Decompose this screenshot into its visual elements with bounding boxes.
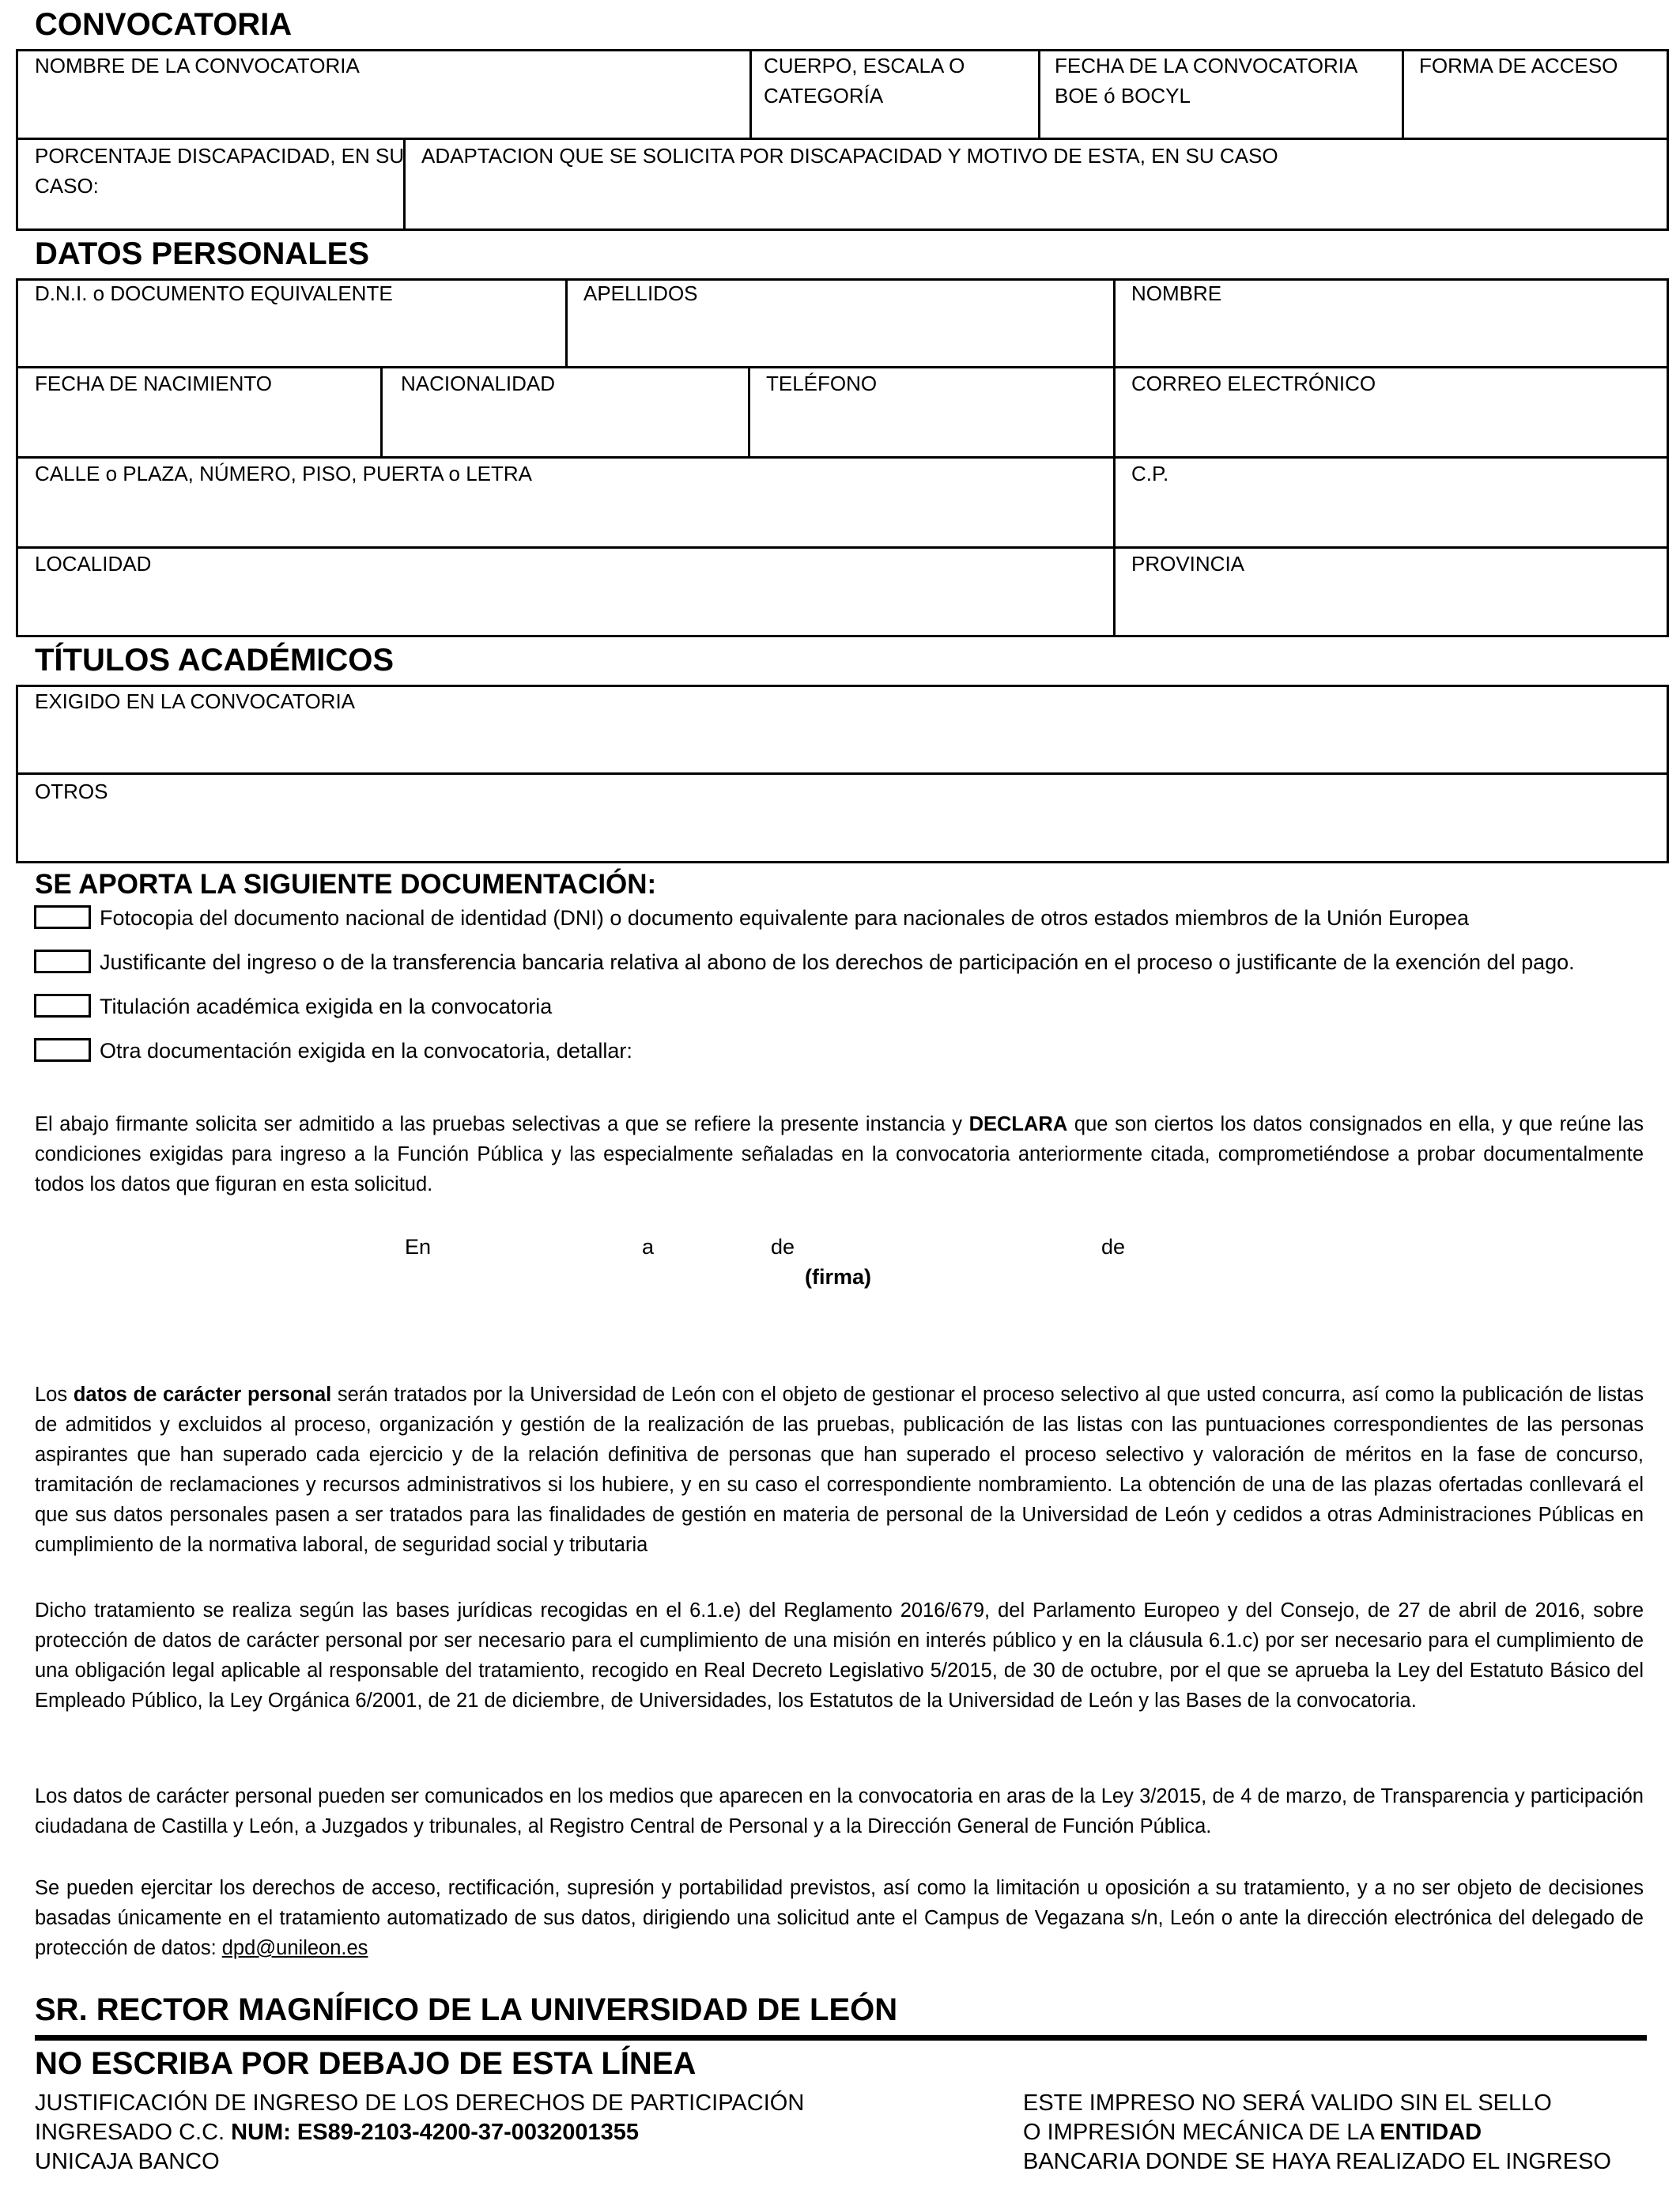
checkbox-dni[interactable] [34, 905, 91, 929]
declaracion-text [35, 1109, 1644, 1199]
doc-item-justificante: Justificante del ingreso o de la transferencia bancaria relativa al abono de los derechos de participación en el proceso o justificante de la exención del pago. [100, 950, 1575, 974]
field-correo[interactable]: CORREO ELECTRÓNICO [1131, 372, 1376, 395]
divider [380, 366, 383, 458]
declaracion-pre: El abajo firmante solicita ser admitido a las pruebas selectivas a que se refiere la presente instancia y [35, 1113, 969, 1135]
firma-de-1: de [771, 1235, 795, 1259]
convocatoria-heading: CONVOCATORIA [35, 7, 293, 42]
field-titulo-exigido[interactable]: EXIGIDO EN LA CONVOCATORIA [35, 689, 356, 713]
p4-text: Se pueden ejercitar los derechos de acceso, rectificación, supresión y portabilidad previstos, así como la limitación u oposición a su tratamiento, y a no ser objeto de decisiones basadas únicamente en el tratamiento automatizado de sus datos, dirigiendo una solicitud ante el Campus de Vegazana s/n, León o ante la dirección electrónica del delegado de protección de datos: [35, 1877, 1644, 1959]
divider [748, 366, 750, 458]
divider [16, 772, 1669, 775]
p1-pre: Los [35, 1384, 74, 1406]
doc-item-dni: Fotocopia del documento nacional de identidad (DNI) o documento equivalente para nacionales de otros estados miembros de la Unión Europea [100, 906, 1470, 930]
proteccion-p4 [35, 1873, 1644, 1963]
field-provincia[interactable]: PROVINCIA [1131, 552, 1245, 576]
field-fecha-nacimiento[interactable]: FECHA DE NACIMIENTO [35, 372, 273, 395]
label-line: CASO: [35, 174, 99, 198]
field-nacionalidad[interactable]: NACIONALIDAD [401, 372, 556, 395]
field-cp[interactable]: C.P. [1131, 462, 1169, 485]
field-fecha-convocatoria[interactable] [1055, 51, 1357, 111]
doc-item-otra: Otra documentación exigida en la convocatoria, detallar: [100, 1039, 632, 1063]
no-escriba-heading: NO ESCRIBA POR DEBAJO DE ESTA LÍNEA [35, 2046, 697, 2081]
label-line: FECHA DE LA CONVOCATORIA [1055, 54, 1358, 77]
checkbox-otra[interactable] [34, 1038, 91, 1062]
checkbox-titulacion[interactable] [34, 994, 91, 1018]
footer-right-2-pre: O IMPRESIÓN MECÁNICA DE LA [1023, 2120, 1380, 2145]
declaracion-bold: DECLARA [968, 1113, 1068, 1135]
footer-left-3: UNICAJA BANCO [35, 2149, 220, 2174]
field-nombre-convocatoria[interactable]: NOMBRE DE LA CONVOCATORIA [35, 54, 360, 77]
divider [1113, 366, 1116, 458]
label-line: CUERPO, ESCALA O [764, 54, 965, 77]
field-forma-acceso[interactable]: FORMA DE ACCESO [1419, 54, 1618, 77]
label-line: CATEGORÍA [764, 84, 884, 108]
field-calle[interactable]: CALLE o PLAZA, NÚMERO, PISO, PUERTA o LETRA [35, 462, 533, 485]
footer-left-2 [35, 2118, 639, 2147]
footer-entidad: ENTIDAD [1380, 2120, 1482, 2145]
divider [1038, 49, 1040, 139]
label-line: BOE ó BOCYL [1055, 84, 1191, 108]
field-porcentaje-discapacidad[interactable] [35, 141, 404, 201]
divider [16, 546, 1669, 549]
divider [16, 138, 1669, 140]
declaracion-post: que son ciertos los datos consignados en ella, y que reúne las condiciones exigidas para ingreso a la Función Pública y las especialmente señaladas en la convocatoria anteriormente citada, comprometiéndose a probar documentalmente todos los datos que figuran en esta solicitud. [35, 1113, 1644, 1195]
checkbox-justificante[interactable] [34, 950, 91, 973]
field-telefono[interactable]: TELÉFONO [766, 372, 878, 395]
separator-line [35, 2035, 1647, 2041]
field-cuerpo[interactable] [764, 51, 965, 111]
p1-bold: datos de carácter personal [73, 1384, 332, 1406]
firma-label: (firma) [805, 1265, 872, 1289]
proteccion-p3: Los datos de carácter personal pueden ser comunicados en los medios que aparecen en la convocatoria en aras de la Ley 3/2015, de 4 de marzo, de Transparencia y participación ciudadana de Castilla y León, a Juzgados y tribunales, al Registro Central de Personal y a la Dirección General de Función Pública. [35, 1785, 1644, 1837]
divider [565, 278, 568, 368]
proteccion-p1 [35, 1380, 1644, 1560]
footer-left-2-pre: INGRESADO C.C. [35, 2120, 232, 2145]
firma-a: a [642, 1235, 655, 1259]
footer-left-1: JUSTIFICACIÓN DE INGRESO DE LOS DERECHOS DE PARTICIPACIÓN [35, 2090, 805, 2116]
field-localidad[interactable]: LOCALIDAD [35, 552, 152, 576]
footer-right-3: BANCARIA DONDE SE HAYA REALIZADO EL INGRESO [1023, 2149, 1611, 2174]
footer-right-2 [1023, 2118, 1482, 2147]
p1-post: serán tratados por la Universidad de León con el objeto de gestionar el proceso selectivo al que usted concurra, así como la publicación de listas de admitidos y excluidos al proceso, organización y gestión de la realización de las pruebas, publicación de las listas con las puntuaciones correspondientes de las personas aspirantes que han superado cada ejercicio y de la relación definitiva de personas que han superado el proceso selectivo y valoración de méritos en la fase de concurso, tramitación de reclamaciones y recursos administrativos si los hubiere, y en su caso el correspondiente nombramiento. La obtención de una de las plazas ofertadas conllevará el que sus datos personales pasen a ser tratados para las finalidades de gestión en materia de personal de la Universidad de León y cedidos a otras Administraciones Públicas en cumplimiento de la normativa laboral, de seguridad social y tributaria [35, 1384, 1644, 1556]
firma-de-2: de [1101, 1235, 1126, 1259]
doc-item-titulacion: Titulación académica exigida en la convocatoria [100, 995, 553, 1018]
divider [1402, 49, 1404, 139]
titulos-heading: TÍTULOS ACADÉMICOS [35, 643, 395, 678]
divider [1113, 456, 1116, 637]
field-dni[interactable]: D.N.I. o DOCUMENTO EQUIVALENTE [35, 281, 393, 305]
email-link[interactable]: dpd@unileon.es [221, 1937, 368, 1959]
field-adaptacion[interactable]: ADAPTACION QUE SE SOLICITA POR DISCAPACIDAD Y MOTIVO DE ESTA, EN SU CASO [421, 144, 1278, 168]
divider [1113, 278, 1116, 368]
footer-right-1: ESTE IMPRESO NO SERÁ VALIDO SIN EL SELLO [1023, 2090, 1552, 2116]
proteccion-p2: Dicho tratamiento se realiza según las bases jurídicas recogidas en el 6.1.e) del Reglamento 2016/679, del Parlamento Europeo y del Consejo, de 27 de abril de 2016, sobre protección de datos de carácter personal por ser necesario para el cumplimiento de una misión en interés público y en la cláusula 6.1.c) por ser necesario para el cumplimiento de una obligación legal aplicable al responsable del tratamiento, recogido en Real Decreto Legislativo 5/2015, de 30 de octubre, por el que se aprueba la Ley del Estatuto Básico del Empleado Público, la Ley Orgánica 6/2001, de 21 de diciembre, de Universidades, los Estatutos de la Universidad de León y las Bases de la convocatoria. [35, 1599, 1644, 1712]
firma-en: En [405, 1235, 432, 1259]
field-titulo-otros[interactable]: OTROS [35, 780, 108, 803]
rector-heading: SR. RECTOR MAGNÍFICO DE LA UNIVERSIDAD DE LEÓN [35, 1992, 898, 2027]
datos-personales-heading: DATOS PERSONALES [35, 236, 370, 271]
divider [749, 49, 752, 139]
footer-account-number: NUM: ES89-2103-4200-37-0032001355 [231, 2120, 640, 2145]
field-nombre[interactable]: NOMBRE [1131, 281, 1222, 305]
documentacion-heading: SE APORTA LA SIGUIENTE DOCUMENTACIÓN: [35, 869, 657, 900]
field-apellidos[interactable]: APELLIDOS [583, 281, 698, 305]
label-line: PORCENTAJE DISCAPACIDAD, EN SU [35, 144, 405, 168]
